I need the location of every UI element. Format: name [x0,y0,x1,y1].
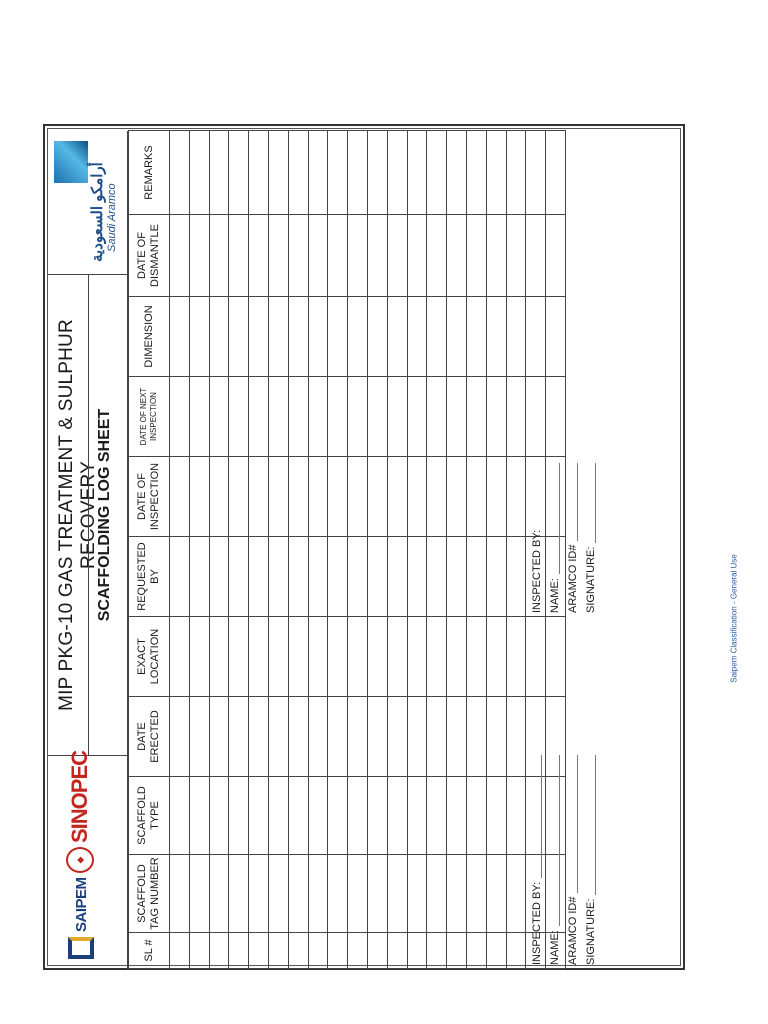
table-cell[interactable] [249,777,269,855]
table-cell[interactable] [427,457,447,537]
signature-area [528,131,686,969]
table-cell[interactable] [427,215,447,297]
table-cell[interactable] [367,537,387,617]
aramco-logo [48,131,128,275]
left-signature-block [528,755,600,965]
table-cell[interactable] [506,933,526,969]
table-cell[interactable] [308,537,328,617]
table-cell[interactable] [328,617,348,697]
table-cell[interactable] [209,933,229,969]
table-cell[interactable] [209,297,229,377]
table-cell[interactable] [447,933,467,969]
table-cell[interactable] [288,131,308,215]
classification-label: Saipem Classification - General Use [729,554,739,683]
table-cell[interactable] [367,697,387,777]
table-row [407,131,427,969]
table-row [486,131,506,969]
table-row [308,131,328,969]
table-cell[interactable] [328,215,348,297]
table-cell[interactable] [486,457,506,537]
table-cell[interactable] [268,617,288,697]
table-cell[interactable] [407,617,427,697]
table-cell[interactable] [209,537,229,617]
table-cell[interactable] [288,777,308,855]
signature-line: NAME: [546,463,564,613]
rotated-form [48,129,684,969]
table-cell[interactable] [189,131,209,215]
table-cell[interactable] [288,617,308,697]
table-cell[interactable] [407,377,427,457]
table-cell[interactable] [189,777,209,855]
table-cell[interactable] [288,215,308,297]
table-cell[interactable] [288,377,308,457]
table-cell[interactable] [506,297,526,377]
sinopec-mark-icon: ◆ [66,847,94,873]
table-cell[interactable] [229,933,249,969]
table-cell[interactable] [170,617,190,697]
table-cell[interactable] [268,215,288,297]
table-cell[interactable] [288,537,308,617]
table-cell[interactable] [486,777,506,855]
inspected-by-field[interactable] [528,755,542,878]
table-cell[interactable] [387,131,407,215]
contractor-logos [48,750,128,969]
table-cell[interactable] [427,297,447,377]
table-cell[interactable] [387,457,407,537]
table-cell[interactable] [189,377,209,457]
table-cell[interactable] [387,215,407,297]
table-cell[interactable] [328,933,348,969]
table-row [466,131,486,969]
table-cell[interactable] [189,933,209,969]
table-cell[interactable] [229,457,249,537]
table-cell[interactable] [229,537,249,617]
table-cell[interactable] [407,215,427,297]
table-cell[interactable] [447,215,467,297]
table-cell[interactable] [249,617,269,697]
table-cell[interactable] [170,131,190,215]
table-cell[interactable] [348,215,368,297]
table-cell[interactable] [288,933,308,969]
table-cell[interactable] [268,297,288,377]
signature-line: SIGNATURE: [582,463,600,613]
log-sheet [43,124,685,970]
column-header: DIMENSION [129,297,170,377]
column-header: DATE OF DISMANTLE [129,215,170,297]
table-cell[interactable] [189,297,209,377]
table-cell[interactable] [268,377,288,457]
table-cell[interactable] [447,537,467,617]
table-cell[interactable] [189,537,209,617]
table-cell[interactable] [170,297,190,377]
table-cell[interactable] [170,777,190,855]
table-cell[interactable] [447,617,467,697]
aramco-arabic-name: أرامكو السعودية [89,162,106,262]
signature-line: SIGNATURE: [582,755,600,965]
column-header: SCAFFOLD TYPE [129,777,170,855]
column-header: REQUESTED BY [129,537,170,617]
table-cell[interactable] [189,457,209,537]
table-cell[interactable] [348,777,368,855]
column-header: EXACT LOCATION [129,617,170,697]
table-cell[interactable] [387,297,407,377]
table-cell[interactable] [387,617,407,697]
table-cell[interactable] [249,697,269,777]
name-field[interactable] [546,755,560,926]
table-cell[interactable] [209,457,229,537]
table-row [268,131,288,969]
table-row [447,131,467,969]
table-cell[interactable] [367,215,387,297]
table-cell[interactable] [308,697,328,777]
table-cell[interactable] [447,697,467,777]
column-header: SL # [129,933,170,969]
table-cell[interactable] [328,537,348,617]
table-cell[interactable] [427,131,447,215]
table-cell[interactable] [209,855,229,933]
table-cell[interactable] [328,297,348,377]
table-cell[interactable] [387,537,407,617]
table-cell[interactable] [447,131,467,215]
table-cell[interactable] [170,933,190,969]
table-cell[interactable] [506,377,526,457]
table-cell[interactable] [407,697,427,777]
table-cell[interactable] [348,933,368,969]
table-cell[interactable] [486,697,506,777]
table-cell[interactable] [486,377,506,457]
table-cell[interactable] [387,933,407,969]
aramco-id-field[interactable] [564,755,578,893]
table-cell[interactable] [189,617,209,697]
signature-line: NAME: [546,755,564,965]
table-cell[interactable] [308,933,328,969]
table-row [249,131,269,969]
table-row [387,131,407,969]
table-cell[interactable] [367,377,387,457]
table-cell[interactable] [249,215,269,297]
table-cell[interactable] [367,855,387,933]
table-row [348,131,368,969]
table-cell[interactable] [170,377,190,457]
table-cell[interactable] [328,697,348,777]
table-cell[interactable] [209,777,229,855]
table-cell[interactable] [288,697,308,777]
table-cell[interactable] [288,457,308,537]
name-field[interactable] [546,463,560,574]
signature-line: ARAMCO ID# [564,755,582,965]
table-cell[interactable] [466,537,486,617]
sheet-inner-border [47,128,681,966]
table-cell[interactable] [486,855,506,933]
table-row [170,131,190,969]
table-cell[interactable] [328,377,348,457]
table-cell[interactable] [308,617,328,697]
log-table [128,130,566,969]
table-cell[interactable] [348,457,368,537]
table-cell[interactable] [268,131,288,215]
table-cell[interactable] [170,855,190,933]
table-cell[interactable] [427,617,447,697]
table-cell[interactable] [486,297,506,377]
table-cell[interactable] [367,933,387,969]
table-cell[interactable] [447,457,467,537]
table-cell[interactable] [268,697,288,777]
table-cell[interactable] [170,697,190,777]
aramco-star-icon [54,141,88,183]
saipem-mark-icon [68,937,94,959]
table-cell[interactable] [229,377,249,457]
table-cell[interactable] [308,777,328,855]
table-cell[interactable] [407,457,427,537]
column-header: DATE OF INSPECTION [129,457,170,537]
column-header: DATE OF NEXT INSPECTION [129,377,170,457]
table-cell[interactable] [407,855,427,933]
saipem-logo [68,877,94,959]
table-cell[interactable] [348,297,368,377]
table-cell[interactable] [328,131,348,215]
table-header-row [129,131,170,969]
table-row [229,131,249,969]
table-cell[interactable] [288,297,308,377]
table-cell[interactable] [229,855,249,933]
table-cell[interactable] [229,297,249,377]
table-cell[interactable] [367,131,387,215]
table-cell[interactable] [348,537,368,617]
table-cell[interactable] [407,537,427,617]
signature-field[interactable] [582,755,596,895]
table-cell[interactable] [427,697,447,777]
table-cell[interactable] [308,215,328,297]
table-cell[interactable] [308,131,328,215]
table-cell[interactable] [367,457,387,537]
table-cell[interactable] [427,377,447,457]
document-subtitle: SCAFFOLDING LOG SHEET [96,408,113,622]
table-cell[interactable] [506,131,526,215]
table-cell[interactable] [466,297,486,377]
table-cell[interactable] [249,377,269,457]
table-cell[interactable] [348,131,368,215]
table-cell[interactable] [486,131,506,215]
table-cell[interactable] [506,617,526,697]
table-cell[interactable] [348,377,368,457]
table-cell[interactable] [427,855,447,933]
table-cell[interactable] [268,777,288,855]
sinopec-wordmark: SINOPEC [67,750,92,843]
table-cell[interactable] [229,215,249,297]
table-cell[interactable] [288,855,308,933]
table-cell[interactable] [209,377,229,457]
table-cell[interactable] [466,377,486,457]
table-cell[interactable] [506,697,526,777]
table-cell[interactable] [367,777,387,855]
table-cell[interactable] [229,617,249,697]
table-cell[interactable] [249,457,269,537]
table-cell[interactable] [427,777,447,855]
table-cell[interactable] [466,933,486,969]
table-cell[interactable] [506,457,526,537]
table-row [367,131,387,969]
table-cell[interactable] [387,777,407,855]
title-box [48,275,128,755]
table-cell[interactable] [348,855,368,933]
table-cell[interactable] [407,131,427,215]
table-cell[interactable] [387,697,407,777]
table-cell[interactable] [249,297,269,377]
table-cell[interactable] [249,537,269,617]
saipem-wordmark: SAIPEM [72,877,90,932]
sinopec-logo [66,751,94,873]
signature-field[interactable] [582,463,596,543]
table-cell[interactable] [367,297,387,377]
table-cell[interactable] [189,215,209,297]
table-cell[interactable] [407,297,427,377]
table-cell[interactable] [268,457,288,537]
table-cell[interactable] [387,377,407,457]
table-cell[interactable] [466,215,486,297]
table-body [170,131,566,969]
table-cell[interactable] [229,131,249,215]
table-cell[interactable] [447,777,467,855]
table-cell[interactable] [506,215,526,297]
table-cell[interactable] [268,855,288,933]
table-cell[interactable] [506,855,526,933]
table-cell[interactable] [249,131,269,215]
right-signature-block [528,463,600,613]
table-row [209,131,229,969]
column-header: SCAFFOLD TAG NUMBER [129,855,170,933]
aramco-id-field[interactable] [564,463,578,541]
table-cell[interactable] [367,617,387,697]
table-cell[interactable] [209,697,229,777]
table-cell[interactable] [328,855,348,933]
table-cell[interactable] [268,537,288,617]
table-cell[interactable] [328,457,348,537]
table-cell[interactable] [506,777,526,855]
table-cell[interactable] [387,855,407,933]
table-cell[interactable] [209,617,229,697]
table-cell[interactable] [308,855,328,933]
table-cell[interactable] [407,777,427,855]
table-cell[interactable] [506,537,526,617]
table-cell[interactable] [328,777,348,855]
divider [88,275,89,755]
table-cell[interactable] [447,297,467,377]
table-row [427,131,447,969]
table-cell[interactable] [249,933,269,969]
table-cell[interactable] [466,617,486,697]
table-cell[interactable] [170,537,190,617]
signature-line: INSPECTED BY: [528,755,546,965]
table-cell[interactable] [486,617,506,697]
signature-line: INSPECTED BY: [531,529,543,613]
table-cell[interactable] [229,777,249,855]
table-row [506,131,526,969]
document-title: MIP PKG-10 GAS TREATMENT & SULPHUR RECOVERY [56,319,99,711]
table-cell[interactable] [348,697,368,777]
table-cell[interactable] [189,697,209,777]
table-row [328,131,348,969]
table-cell[interactable] [308,297,328,377]
table-cell[interactable] [209,215,229,297]
table-cell[interactable] [486,215,506,297]
table-cell[interactable] [308,377,328,457]
table-cell[interactable] [466,131,486,215]
signature-line: ARAMCO ID# [564,463,582,613]
table-cell[interactable] [466,855,486,933]
table-cell[interactable] [486,537,506,617]
table-cell[interactable] [466,457,486,537]
table-cell[interactable] [268,933,288,969]
aramco-english-name: Saudi Aramco [106,183,118,252]
table-cell[interactable] [466,697,486,777]
table-cell[interactable] [170,215,190,297]
table-cell[interactable] [189,855,209,933]
table-cell[interactable] [308,457,328,537]
table-cell[interactable] [348,617,368,697]
table-cell[interactable] [427,933,447,969]
table-cell[interactable] [447,377,467,457]
table-cell[interactable] [427,537,447,617]
column-header: DATE ERECTED [129,697,170,777]
table-cell[interactable] [486,933,506,969]
table-cell[interactable] [249,855,269,933]
table-cell[interactable] [407,933,427,969]
column-header: REMARKS [129,131,170,215]
table-cell[interactable] [229,697,249,777]
table-row [189,131,209,969]
table-row [288,131,308,969]
table-cell[interactable] [447,855,467,933]
table-cell[interactable] [466,777,486,855]
table-cell[interactable] [170,457,190,537]
table-cell[interactable] [209,131,229,215]
